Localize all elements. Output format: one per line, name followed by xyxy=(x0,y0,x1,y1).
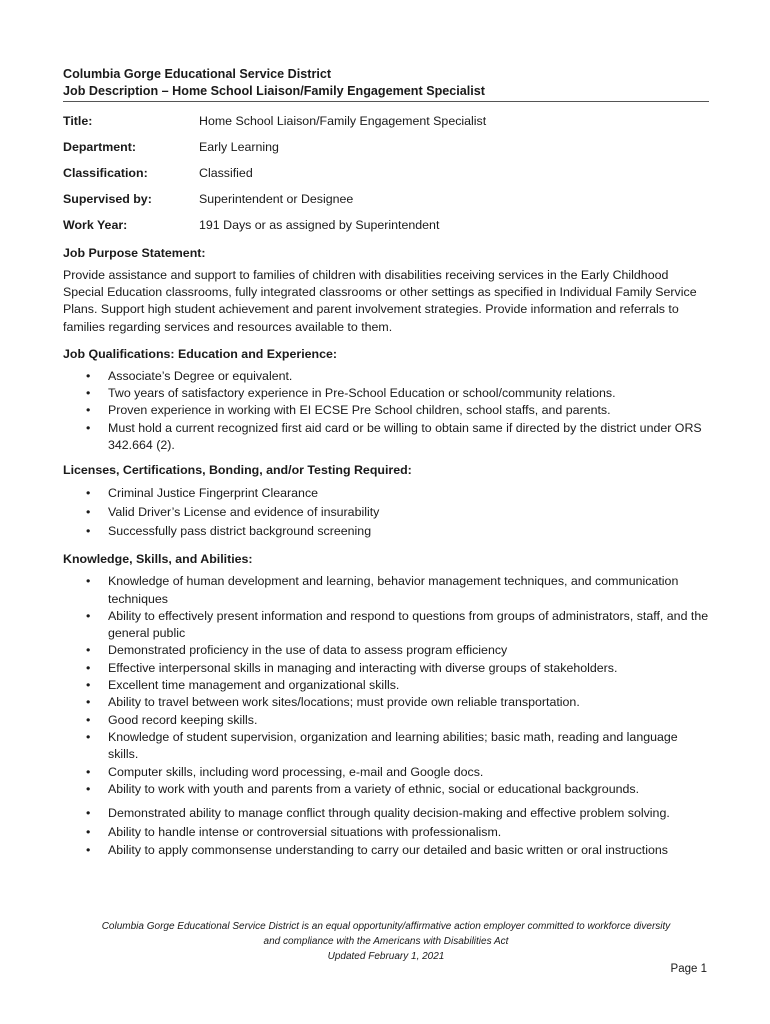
footer-ada-line: and compliance with the Americans with Disabilities Act xyxy=(263,936,509,947)
field-value: 191 Days or as assigned by Superintendent xyxy=(199,218,440,232)
list-item: • Proven experience in working with EI ECSE Pre School children, school staffs, and parents. xyxy=(63,402,709,419)
qualifications-heading: Job Qualifications: Education and Experience: xyxy=(63,346,338,361)
list-item: • Ability to work with youth and parents from a variety of ethnic, social or educational backgrounds. xyxy=(63,781,709,798)
list-item: • Demonstrated proficiency in the use of data to assess program efficiency xyxy=(63,642,709,659)
list-item: • Computer skills, including word processing, e-mail and Google docs. xyxy=(63,764,709,781)
licenses-list xyxy=(63,484,709,541)
list-item: • Excellent time management and organizational skills. xyxy=(63,677,709,694)
field-row-title xyxy=(63,113,709,139)
list-item: • Two years of satisfactory experience in Pre-School Education or school/community relations. xyxy=(63,385,709,402)
field-value: Early Learning xyxy=(199,140,279,154)
field-label: Supervised by: xyxy=(63,192,152,206)
list-item: • Effective interpersonal skills in managing and interacting with diverse groups of stakeholders. xyxy=(63,660,709,677)
list-item: • Ability to effectively present information and respond to questions from groups of administrators, staff, and the general public xyxy=(63,608,709,643)
purpose-heading: Job Purpose Statement: xyxy=(63,246,206,260)
qualifications-list xyxy=(63,368,709,454)
list-item: • Ability to apply commonsense understanding to carry our detailed and basic written or oral instructions xyxy=(63,841,709,860)
field-row-supervised-by xyxy=(63,191,709,217)
field-row-classification xyxy=(63,165,709,191)
footer-eeo-line: Columbia Gorge Educational Service District is an equal opportunity/affirmative action employer committed to workforce diversity xyxy=(101,921,671,932)
list-item: • Ability to handle intense or controversial situations with professionalism. xyxy=(63,823,709,842)
list-item: • Must hold a current recognized first aid card or be willing to obtain same if directed by the district under ORS 342.664 (2). xyxy=(63,420,709,455)
document-page xyxy=(63,66,709,860)
list-item: • Demonstrated ability to manage conflict through quality decision-making and effective problem solving. xyxy=(63,804,709,823)
licenses-heading: Licenses, Certifications, Bonding, and/or Testing Required: xyxy=(63,463,412,478)
list-item: • Criminal Justice Fingerprint Clearance xyxy=(63,484,709,503)
footer-updated-date: Updated February 1, 2021 xyxy=(327,951,445,962)
list-item: • Good record keeping skills. xyxy=(63,712,709,729)
field-label: Work Year: xyxy=(63,218,128,232)
field-label: Title: xyxy=(63,114,93,128)
list-item: • Valid Driver’s License and evidence of insurability xyxy=(63,503,709,522)
list-item: • Ability to travel between work sites/locations; must provide own reliable transportation. xyxy=(63,694,709,711)
field-value: Home School Liaison/Family Engagement Specialist xyxy=(199,114,487,128)
purpose-text: Provide assistance and support to families of children with disabilities receiving services in the Early Childhood Special Education classrooms, fully integrated classrooms or other settings as specified in Individual Family Service Plans. Support high student achievement and parent involvement strategies. Provide information and referrals to families regarding services and resources available to them. xyxy=(63,268,697,334)
field-row-department xyxy=(63,139,709,165)
field-label: Classification: xyxy=(63,166,148,180)
job-fields xyxy=(63,113,709,243)
list-item: • Successfully pass district background screening xyxy=(63,522,709,541)
ksa-heading: Knowledge, Skills, and Abilities: xyxy=(63,552,253,567)
field-row-work-year xyxy=(63,217,709,243)
organization-name: Columbia Gorge Educational Service District xyxy=(63,67,332,81)
header-divider xyxy=(63,101,709,102)
list-item: • Knowledge of human development and learning, behavior management techniques, and communication techniques xyxy=(63,573,709,608)
list-item: • Knowledge of student supervision, organization and learning abilities; basic math, reading and language skills. xyxy=(63,729,709,764)
field-label: Department: xyxy=(63,140,136,154)
footer-notice xyxy=(63,919,709,964)
list-item: • Associate’s Degree or equivalent. xyxy=(63,368,709,385)
field-value: Classified xyxy=(199,166,253,180)
ksa-list-continued xyxy=(63,804,709,860)
page-number: Page 1 xyxy=(670,963,707,975)
document-title: Job Description – Home School Liaison/Family Engagement Specialist xyxy=(63,84,485,98)
ksa-list xyxy=(63,573,709,798)
field-value: Superintendent or Designee xyxy=(199,192,354,206)
